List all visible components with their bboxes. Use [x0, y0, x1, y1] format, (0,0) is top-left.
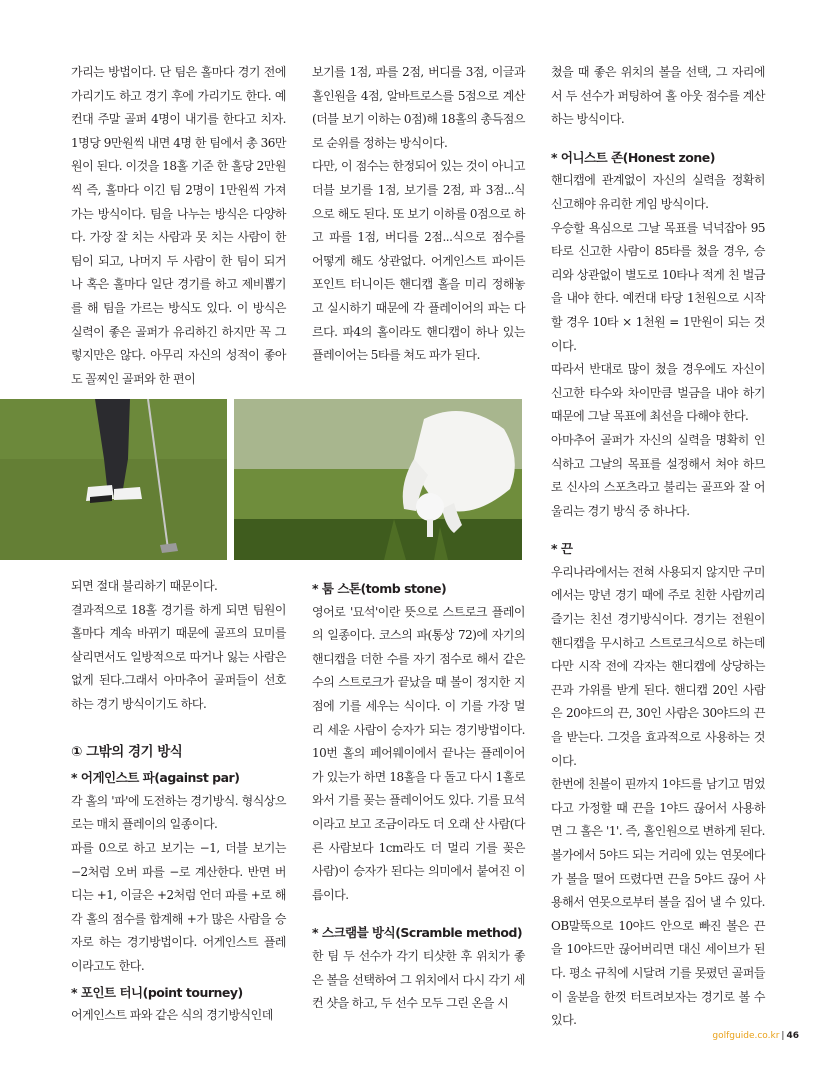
- subheading-against-par: * 어게인스트 파(against par): [71, 770, 240, 786]
- footer-separator: |: [781, 1031, 785, 1041]
- column-1-bottom: [71, 575, 286, 1028]
- page-number: 46: [786, 1031, 799, 1041]
- paragraph: 각 홀의 '파'에 도전하는 경기방식. 형식상으로는 매치 플레이의 일종이다.: [71, 793, 286, 832]
- paragraph: 핸디캡에 관계없이 자신의 실력을 정확히 신고해야 유리한 게임 방식이다.: [551, 173, 765, 211]
- golfer-illustration: [0, 399, 227, 560]
- paragraph: 영어로 '묘석'이란 뜻으로 스트로크 플레이의 일종이다. 코스의 파(통상 72)에 자기의 핸디캡을 더한 수를 자기 점수로 해서 같은 수의 스트로크가 끝났을 때 볼이 정지한 지점에 기를 세우는 식이다. 이 기를 가장 멀리 세운 사람이 승자가 되는 경기방법이다. 10번 홀의 페어웨이에서 끝나는 플레이어가 있는가 하면 18홀을 다 돌고 다시 1홀로 와서 기를 꽂는 플레이어도 있다. 기를 묘석이라고 보고 조금이라도 더 오래 산 사람(다른 사람보다 1cm라도 더 멀리 기를 꽂은 사람)이 승자가 된다는 의미에서 붙여진 이름이다.: [312, 604, 525, 902]
- paragraph: 되면 절대 불리하기 때문이다.: [71, 579, 218, 593]
- paragraph: 아마추어 골퍼가 자신의 실력을 명확히 인식하고 그날의 목표를 설정해서 쳐야 하므로 신사의 스포츠라고 불리는 골프와 잘 어울리는 경기 방식 중 하나다.: [551, 432, 765, 518]
- paragraph: 어게인스트 파와 같은 식의 경기방식인데: [71, 1008, 273, 1023]
- subheading-point-tourney: * 포인트 터니(point tourney): [71, 984, 243, 1000]
- paragraph: 우승할 욕심으로 그날 목표를 넉넉잡아 95타로 신고한 사람이 85타를 쳤을 경우, 승리와 상관없이 별도로 10타나 적게 친 벌금을 내야 한다. 예컨대 타당 1천원으로 시작할 경우 10타 × 1천원 = 1만원이 되는 것이다.: [551, 220, 765, 353]
- section-title-other-formats: ① 그밖의 경기 방식: [71, 743, 183, 760]
- subheading-honest-zone: * 어니스트 존(Honest zone): [551, 149, 715, 165]
- paragraph: 우리나라에서는 전혀 사용되지 않지만 구미에서는 망년 경기 때에 주로 친한 사람끼리 즐기는 친선 경기방식이다. 경기는 전원이 핸디캡을 무시하고 스트로크식으로 하는데 다만 시작 전에 각자는 핸디캡에 상당하는 끈과 가위를 받게 된다. 핸디캡 20인 사람은 20야드의 끈, 30인 사람은 30야드의 끈을 받는다. 그것을 효과적으로 사용하는 것이다.: [551, 564, 765, 768]
- paragraph: 다만, 이 점수는 한정되어 있는 것이 아니고 더블 보기를 1점, 보기를 2점, 파 3점...식으로 해도 된다. 또 보기 이하를 0점으로 하고 파를 1점, 버디를 2점...식으로 점수를 어떻게 해도 상관없다. 어게인스트 파이든 포인트 터니이든 핸디캡 홀을 미리 정해놓고 실시하기 때문에 각 플레이어의 파는 다르다. 파4의 홀이라도 핸디캡이 하나 있는 플레이어는 5타를 쳐도 파가 된다.: [312, 159, 525, 363]
- subheading-tomb-stone: * 툼 스톤(tomb stone): [312, 581, 447, 596]
- column-2-top: [312, 61, 525, 368]
- paragraph: 한 팀 두 선수가 각기 티샷한 후 위치가 좋은 볼을 선택하여 그 위치에서 다시 각기 세컨 샷을 하고, 두 선수 모두 그린 온을 시: [312, 948, 525, 1011]
- tee-ball-glove-photo: [234, 399, 522, 560]
- paragraph: 결과적으로 18홀 경기를 하게 되면 팀원이 홀마다 계속 바뀌기 때문에 골프의 묘미를 살리면서도 일방적으로 따거나 잃는 사람은 없게 된다.그래서 아마추어 골퍼들이 선호하는 경기 방식이기도 하다.: [71, 602, 286, 711]
- column-2-bottom: [312, 575, 525, 1016]
- paragraph: 따라서 반대로 많이 쳤을 경우에도 자신이 신고한 타수와 차이만큼 벌금을 내야 하기 때문에 그날 목표에 최선을 다해야 한다.: [551, 362, 765, 424]
- column-1-top: [71, 61, 286, 391]
- subheading-scramble: * 스크램블 방식(Scramble method): [312, 925, 523, 941]
- paragraph: 쳤을 때 좋은 위치의 볼을 선택, 그 자리에서 두 선수가 퍼팅하여 홀 아웃 점수를 계산하는 방식이다.: [551, 65, 765, 127]
- subheading-string: * 끈: [551, 541, 573, 557]
- paragraph: 보기를 1점, 파를 2점, 버디를 3점, 이글과 홀인원을 4점, 알바트로스를 5점으로 계산(더블 보기 이하는 0점)해 18홀의 총득점으로 순위를 정하는 방식이다.: [312, 65, 525, 150]
- paragraph: 가리는 방법이다. 단 팀은 홀마다 경기 전에 가리기도 하고 경기 후에 가리기도 한다. 예컨대 주말 골퍼 4명이 내기를 한다고 치자. 1명당 9만원씩 내면 4명 한 팀에서 총 36만원이 된다. 이것을 18홀 기준 한 홀당 2만원씩 즉, 홀마다 이긴 팀 2명이 1만원씩 가져 가는 방식이다. 팀을 나누는 방식은 다양하다. 가장 잘 치는 사람과 못 치는 사람이 한 팀이 되고, 나머지 두 사람이 한 팀이 되거나 혹은 홀마다 일단 경기를 하고 제비뽑기를 해 팀을 가르는 방식도 있다. 이 방식은 실력이 좋은 골퍼가 유리하긴 하지만 꼭 그렇지만은 않다. 아무리 자신의 성적이 좋아도 꼴찌인 골퍼와 한 편이: [71, 65, 286, 386]
- site-url: golfguide.co.kr: [712, 1031, 780, 1041]
- paragraph: 파를 0으로 하고 보기는 −1, 더블 보기는 −2처럼 오버 파를 −로 계산한다. 반면 버디는 +1, 이글은 +2처럼 언더 파를 +로 해 각 홀의 점수를 합계해 +가 많은 사람을 승자로 하는 경기방법이다. 어게인스트 플레이라고도 한다.: [71, 840, 286, 973]
- column-3: [551, 61, 765, 1033]
- golfer-swing-photo: [0, 399, 227, 560]
- paragraph: 한번에 친볼이 핀까지 1야드를 남기고 멈었다고 가정할 때 끈을 1야드 끊어서 사용하면 그 홀은 '1'. 즉, 홀인원으로 변하게 된다. 볼가에서 5야드 되는 거리에 있는 연못에다가 볼을 떨어 뜨렸다면 끈을 5야드 끊어 사용해서 연못으로부터 볼을 집어 낼 수 있다. OB말뚝으로 10야드 안으로 빠진 볼은 끈을 10야드만 끊어버리면 대신 세이브가 된다. 평소 규칙에 시달려 기를 못폈던 골퍼들이 울분을 한껏 터트려보자는 경기로 볼 수 있다.: [551, 777, 765, 1028]
- glove-tee-illustration: [234, 399, 522, 560]
- page-footer: [712, 1031, 799, 1041]
